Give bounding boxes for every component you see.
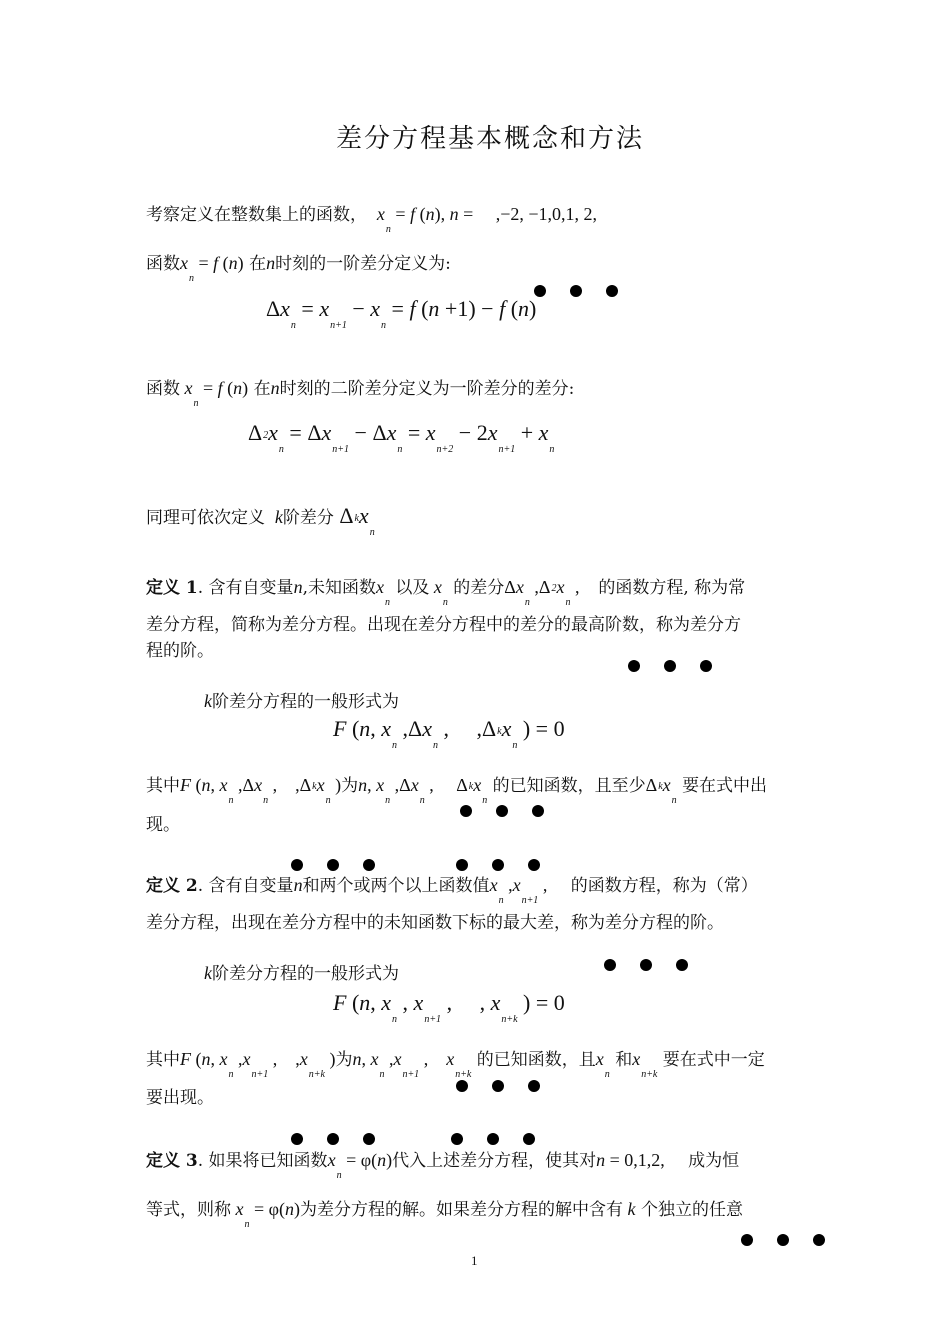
text-at-2: 在 xyxy=(253,379,271,399)
def2-text-c: 的函数方程，称为（常） xyxy=(570,876,758,896)
formula-delta-k-xn: Δkx$_n$ xyxy=(339,503,375,538)
text-function-2: 函数 xyxy=(146,379,180,399)
ellipsis-dots xyxy=(460,805,544,817)
formula-args-2: n, $x_n$ $,x_{n+1}$ , $x_{n+k}$ xyxy=(352,1049,472,1080)
first-diff-definition xyxy=(146,250,451,284)
text-second-diff: 时刻的二阶差分定义为一阶差分的差分: xyxy=(279,379,575,399)
formula-xn-fn-2: $x_n = f$ (n) xyxy=(180,378,249,409)
def3-text-f: 个独立的任意 xyxy=(640,1200,743,1220)
equation-first-difference: $\Delta x_n = x_{n+1} - x_n = f$ (n +1) − f (n) xyxy=(266,296,537,331)
def1-general-form-equation: F (n, $x_n$ $,\Delta x_n$ , ,Δkx$_n$ ) = 0 xyxy=(333,716,565,751)
definition-2-label: 定义 2 xyxy=(146,876,198,896)
def1-general-form-label xyxy=(204,688,399,715)
def2-where-line xyxy=(146,1046,765,1080)
formula-xn-phi-2: $x_n = \varphi(n)$ xyxy=(231,1199,301,1230)
def1-where-post2: 要在式中出 xyxy=(682,776,768,796)
symbol-n: n xyxy=(266,253,276,273)
def1-text-a: . 含有自变量 xyxy=(197,578,294,598)
ellipsis-dots xyxy=(628,660,712,672)
symbol-k: k xyxy=(204,691,212,711)
def3-text-e: 为差分方程的解。如果差分方程的解中含有 xyxy=(300,1200,624,1220)
symbol-xn: $x_n$ xyxy=(375,577,390,608)
def1-text-e: 的函数方程, 称为常 xyxy=(598,578,746,598)
formula-values: $x_n$ $,x_{n+1}$ , xyxy=(489,875,548,906)
symbol-k: k xyxy=(623,1199,636,1219)
definition-2-line-1 xyxy=(146,872,758,906)
ellipsis-dots xyxy=(451,1133,535,1145)
def1-where-mid: 为 xyxy=(341,776,359,796)
def1-where-line-2: 现。 xyxy=(146,815,180,835)
def3-text-b: 代入上述差分方程，使其对 xyxy=(392,1151,597,1171)
formula-F: F (n, $x_n$ $,\Delta x_n$ , ,Δkx$_n$ ) xyxy=(180,775,342,806)
intro-text: 考察定义在整数集上的函数， xyxy=(146,205,367,225)
def2-where-post1: 的已知函数，且 xyxy=(476,1050,596,1070)
intro-formula: $x_n = f$ (n), n = ,−2, −1,0,1, 2, xyxy=(372,204,598,235)
ellipsis-dots xyxy=(604,959,688,971)
ellipsis-dots xyxy=(291,859,375,871)
second-diff-definition xyxy=(146,375,575,409)
definition-1-line-2: 差分方程，简称为差分方程。出现在差分方程中的差分的最高阶数，称为差分方 xyxy=(146,615,741,635)
def2-where-post2: 要在式中一定 xyxy=(662,1050,765,1070)
def2-general-form-equation: F (n, $x_n$ , $x_{n+1}$ , , $x_{n+k}$ ) = 0 xyxy=(333,990,565,1025)
def2-text-a: . 含有自变量 xyxy=(197,876,294,896)
def1-general-form-text: 阶差分方程的一般形式为 xyxy=(212,692,399,712)
def2-general-form-text: 阶差分方程的一般形式为 xyxy=(212,964,399,984)
definition-2-line-2: 差分方程，出现在差分方程中的未知函数下标的最大差，称为差分方程的阶。 xyxy=(146,913,724,933)
symbol-n: n xyxy=(293,875,303,895)
def1-where-pre: 其中 xyxy=(146,776,180,796)
text-function: 函数 xyxy=(146,254,180,274)
formula-xn-fn: $x_n = f$ (n) xyxy=(180,253,244,284)
definition-3-line-1 xyxy=(146,1147,740,1181)
symbol-n-2: n xyxy=(270,378,280,398)
ellipsis-dots xyxy=(741,1234,825,1246)
page-title: 差分方程基本概念和方法 xyxy=(336,124,645,154)
kth-diff-line xyxy=(146,503,375,538)
text-first-diff: 时刻的一阶差分定义为: xyxy=(275,254,451,274)
formula-diffs: $\Delta x_n$ $,\Delta 2x_n$ , xyxy=(504,577,580,608)
definition-1-line-3: 程的阶。 xyxy=(146,641,214,661)
def2-where-line-2: 要出现。 xyxy=(146,1088,214,1108)
equation-second-difference: $\Delta 2x_n = \Delta x_{n+1} - \Delta x_n = x_{n+2} - 2x_{n+1} + x_n$ xyxy=(248,420,555,455)
formula-F-2: F (n, $x_n$ $,x_{n+1}$ , $,x_{n+k}$ ) xyxy=(180,1049,336,1080)
text-similarly: 同理可依次定义 xyxy=(146,508,265,528)
formula-delta-k: Δkx$_n$ xyxy=(645,775,677,806)
def1-text-d: 的差分 xyxy=(453,578,505,598)
definition-1-label: 定义 1 xyxy=(146,578,198,598)
symbol-k: k xyxy=(270,507,283,527)
def3-text-d: 等式，则称 xyxy=(146,1200,231,1220)
def1-text-c: 以及 xyxy=(395,578,430,598)
def2-where-pre: 其中 xyxy=(146,1050,180,1070)
ellipsis-dots xyxy=(456,1080,540,1092)
def2-general-form-label xyxy=(204,960,399,987)
definition-3-line-2 xyxy=(146,1196,743,1230)
def2-where-and: 和 xyxy=(615,1050,633,1070)
def3-text-a: . 如果将已知函数 xyxy=(197,1151,328,1171)
page-number: 1 xyxy=(471,1253,478,1268)
symbol-k: k xyxy=(204,963,212,983)
definition-3-label: 定义 3 xyxy=(146,1151,198,1171)
symbol-xnk: $x_{n+k}$ xyxy=(632,1049,658,1080)
symbol-xn: $x_n$ xyxy=(429,577,448,608)
def2-text-b: 和两个或两个以上函数值 xyxy=(302,876,490,896)
ellipsis-dots xyxy=(456,859,540,871)
symbol-xn: $x_n$ xyxy=(595,1049,610,1080)
def2-where-mid: 为 xyxy=(335,1050,353,1070)
ellipsis-dots xyxy=(291,1133,375,1145)
intro-line xyxy=(146,201,598,235)
definition-1-line-1 xyxy=(146,574,746,608)
formula-args: n, $x_n$ $,\Delta x_n$ , Δkx$_n$ xyxy=(358,775,488,806)
text-at: 在 xyxy=(249,254,267,274)
def3-text-c: 成为恒 xyxy=(688,1151,740,1171)
text-kth-diff: 阶差分 xyxy=(282,508,334,528)
ellipsis-dots xyxy=(534,285,618,297)
def1-where-line xyxy=(146,772,768,806)
symbol-n: n xyxy=(293,577,303,597)
formula-xn-phi: $x_n = \varphi(n)$ xyxy=(327,1150,393,1181)
formula-n-values: n = 0,1,2, xyxy=(596,1150,665,1170)
def1-text-b: ,未知函数 xyxy=(302,578,376,598)
def1-where-post1: 的已知函数，且至少 xyxy=(492,776,646,796)
